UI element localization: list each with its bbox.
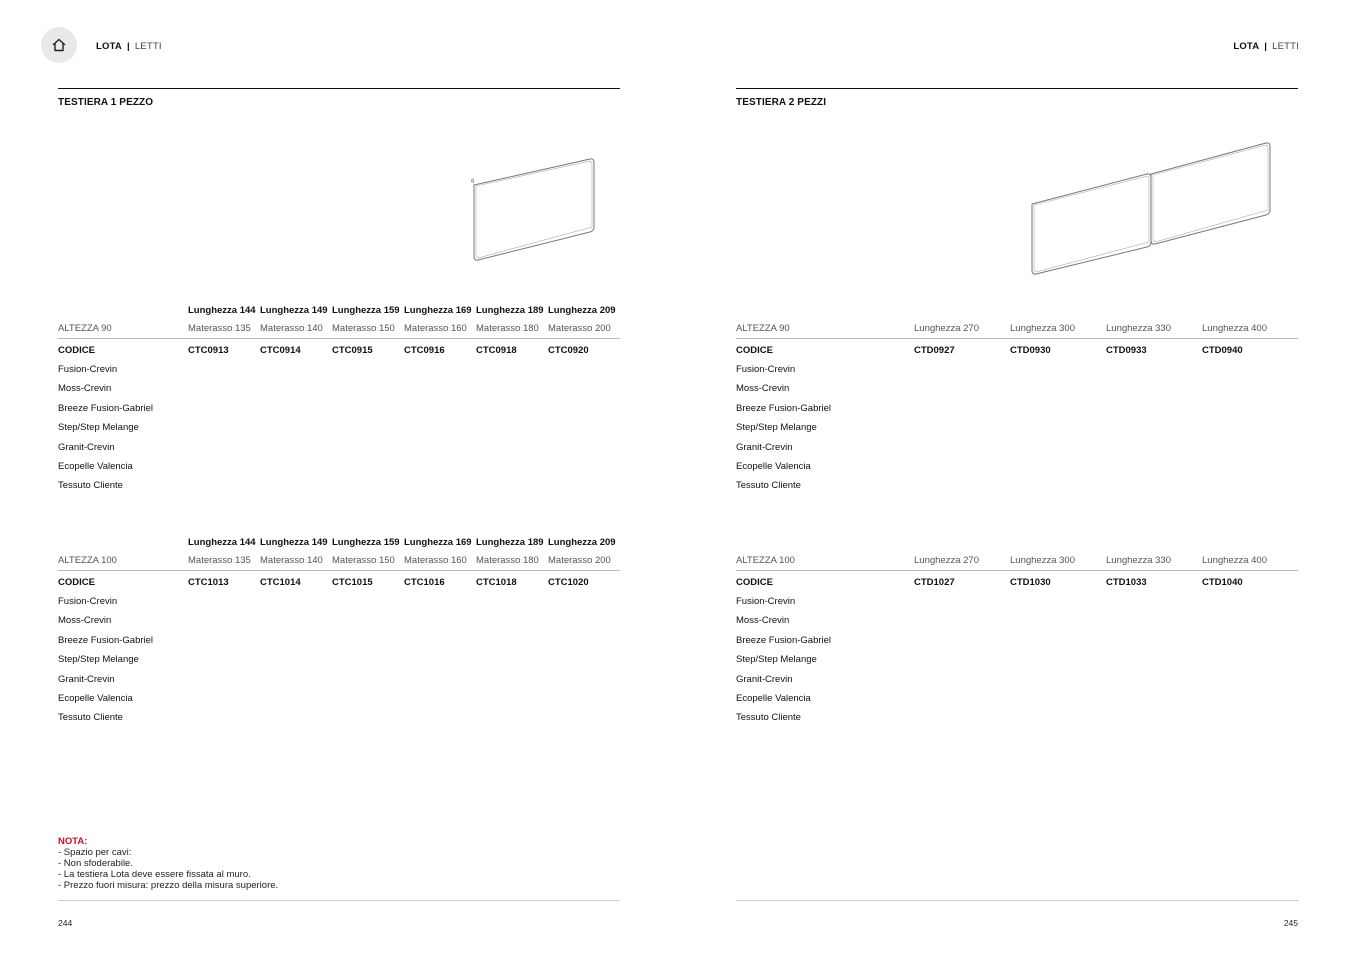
mattress-header: Materasso 140 [260, 323, 323, 334]
fabric-row: Moss-Crevin [736, 383, 790, 395]
breadcrumb-brand[interactable]: LOTA [96, 41, 122, 52]
section-title: TESTIERA 2 PEZZI [736, 97, 827, 108]
left-page [58, 0, 620, 959]
length-header: Lunghezza 159 [332, 305, 400, 316]
product-code: CTD0933 [1106, 345, 1147, 356]
product-code: CTD1030 [1010, 577, 1051, 588]
length-header: Lunghezza 300 [1010, 555, 1075, 566]
table-altezza-100 [736, 537, 1298, 727]
fabric-row: Tessuto Cliente [58, 712, 123, 724]
product-code: CTC1015 [332, 577, 373, 588]
fabric-row: Tessuto Cliente [736, 480, 801, 492]
table-divider [736, 338, 1298, 339]
fabric-row: Breeze Fusion-Gabriel [736, 634, 832, 646]
codice-label: CODICE [58, 577, 95, 588]
fabric-row: Ecopelle Valencia [736, 693, 811, 704]
fabric-row: Fusion-Crevin [736, 596, 796, 607]
mattress-header: Materasso 160 [404, 555, 467, 566]
length-header: Lunghezza 169 [404, 537, 472, 548]
length-header: Lunghezza 144 [188, 537, 256, 548]
length-header: Lunghezza 169 [404, 305, 472, 316]
length-header: Lunghezza 149 [260, 537, 328, 548]
table-divider [58, 338, 620, 339]
fabric-row: Granit-Crevin [58, 441, 115, 453]
fabric-row: Tessuto Cliente [58, 480, 123, 492]
length-header: Lunghezza 209 [548, 305, 616, 316]
product-code: CTD0927 [914, 345, 955, 356]
altezza-label: ALTEZZA 100 [58, 555, 117, 566]
fabric-row: Step/Step Melange [58, 654, 139, 666]
product-code: CTC0913 [188, 345, 229, 356]
product-code: CTC0920 [548, 345, 589, 356]
fabric-row: Step/Step Melange [736, 654, 817, 666]
nota-block [58, 836, 278, 891]
product-code: CTC0918 [476, 345, 517, 356]
product-code: CTC1016 [404, 577, 445, 588]
right-page [736, 0, 1298, 959]
mattress-header: Materasso 150 [332, 555, 395, 566]
fabric-row: Granit-Crevin [58, 673, 115, 685]
nota-line: - La testiera Lota deve essere fissata al muro. [58, 869, 251, 880]
mattress-header: Materasso 135 [188, 323, 251, 334]
table-divider [736, 570, 1298, 571]
product-code: CTC0914 [260, 345, 301, 356]
fabric-row: Ecopelle Valencia [58, 693, 133, 704]
mattress-header: Materasso 180 [476, 323, 539, 334]
product-code: CTC1014 [260, 577, 301, 588]
product-code: CTD1027 [914, 577, 955, 588]
section-title: TESTIERA 1 PEZZO [58, 97, 154, 108]
bottom-rule [736, 900, 1298, 901]
top-rule [58, 88, 620, 89]
mattress-header: Materasso 160 [404, 323, 467, 334]
altezza-label: ALTEZZA 90 [736, 323, 790, 334]
length-header: Lunghezza 400 [1202, 555, 1267, 566]
mattress-header: Materasso 135 [188, 555, 251, 566]
length-header: Lunghezza 270 [914, 323, 979, 334]
length-header: Lunghezza 300 [1010, 323, 1075, 334]
mattress-header: Materasso 150 [332, 323, 395, 334]
fabric-row: Step/Step Melange [58, 422, 139, 434]
length-header: Lunghezza 189 [476, 305, 544, 316]
length-header: Lunghezza 330 [1106, 323, 1171, 334]
fabric-row: Granit-Crevin [736, 441, 793, 453]
drawing-label: 6 [471, 179, 475, 185]
product-code: CTC0916 [404, 345, 445, 356]
page-number: 244 [58, 918, 73, 928]
fabric-row: Moss-Crevin [58, 383, 112, 395]
breadcrumb-category[interactable]: LETTI [134, 41, 162, 52]
fabric-row: Moss-Crevin [736, 615, 790, 627]
mattress-header: Materasso 180 [476, 555, 539, 566]
fabric-row: Breeze Fusion-Gabriel [58, 402, 154, 414]
mattress-header: Materasso 200 [548, 555, 611, 566]
mattress-header: Materasso 200 [548, 323, 611, 334]
product-code: CTC1013 [188, 577, 229, 588]
product-code: CTD0930 [1010, 345, 1051, 356]
breadcrumb-separator: | [1264, 41, 1268, 52]
codice-label: CODICE [58, 345, 95, 356]
nota-line: - Non sfoderabile. [58, 858, 133, 869]
length-header: Lunghezza 209 [548, 537, 616, 548]
nota-line: - Spazio per cavi: [58, 847, 132, 858]
codice-label: CODICE [736, 345, 773, 356]
mattress-header: Materasso 140 [260, 555, 323, 566]
fabric-row: Granit-Crevin [736, 673, 793, 685]
altezza-label: ALTEZZA 90 [58, 323, 112, 334]
codice-label: CODICE [736, 577, 773, 588]
table-altezza-100 [58, 537, 620, 727]
table-altezza-90 [736, 305, 1298, 495]
breadcrumb-category[interactable]: LETTI [1272, 41, 1299, 52]
nota-line: - Prezzo fuori misura: prezzo della misura superiore. [58, 880, 279, 891]
length-header: Lunghezza 400 [1202, 323, 1267, 334]
headboard-1-piece-drawing [466, 155, 596, 265]
breadcrumb-brand[interactable]: LOTA [1233, 41, 1260, 52]
fabric-row: Tessuto Cliente [736, 712, 801, 724]
fabric-row: Breeze Fusion-Gabriel [736, 402, 832, 414]
table-altezza-90 [58, 305, 620, 495]
product-code: CTD1033 [1106, 577, 1147, 588]
product-code: CTC1018 [476, 577, 517, 588]
fabric-row: Ecopelle Valencia [736, 461, 811, 472]
length-header: Lunghezza 144 [188, 305, 256, 316]
headboard-2-pieces-drawing [1028, 138, 1274, 278]
top-rule [736, 88, 1298, 89]
product-code: CTC0915 [332, 345, 373, 356]
fabric-row: Ecopelle Valencia [58, 461, 133, 472]
product-code: CTC1020 [548, 577, 589, 588]
fabric-row: Moss-Crevin [58, 615, 112, 627]
length-header: Lunghezza 270 [914, 555, 979, 566]
product-code: CTD1040 [1202, 577, 1243, 588]
length-header: Lunghezza 330 [1106, 555, 1171, 566]
altezza-label: ALTEZZA 100 [736, 555, 795, 566]
nota-title: NOTA: [58, 836, 88, 847]
fabric-row: Fusion-Crevin [58, 596, 118, 607]
fabric-row: Breeze Fusion-Gabriel [58, 634, 154, 646]
length-header: Lunghezza 149 [260, 305, 328, 316]
page-number: 245 [1283, 918, 1298, 928]
fabric-row: Step/Step Melange [736, 422, 817, 434]
length-header: Lunghezza 189 [476, 537, 544, 548]
table-divider [58, 570, 620, 571]
fabric-row: Fusion-Crevin [58, 364, 118, 375]
fabric-row: Fusion-Crevin [736, 364, 796, 375]
product-code: CTD0940 [1202, 345, 1243, 356]
length-header: Lunghezza 159 [332, 537, 400, 548]
bottom-rule [58, 900, 620, 901]
breadcrumb-separator: | [126, 41, 130, 52]
